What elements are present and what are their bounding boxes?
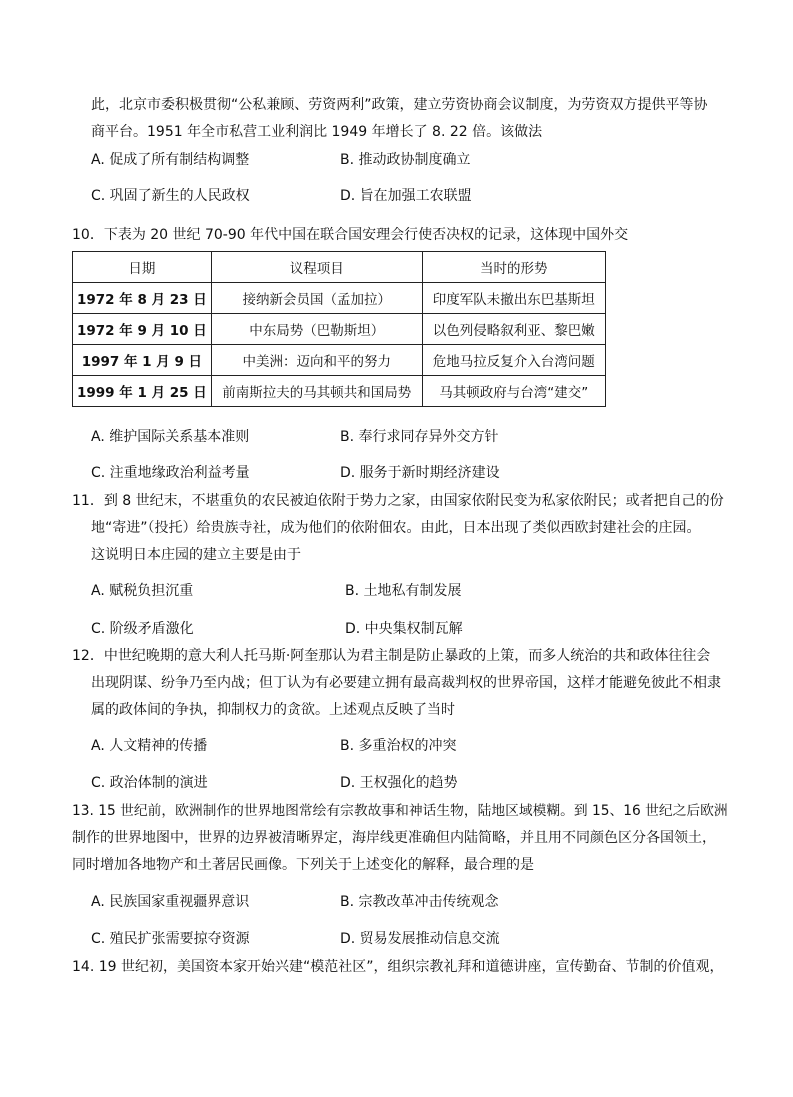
- table-row: [73, 283, 606, 314]
- table-header-date: 日期: [73, 252, 212, 283]
- table-row: [73, 376, 606, 407]
- q11-stem-line-3: 这说明日本庄园的建立主要是由于: [91, 547, 301, 563]
- q10-option-b[interactable]: B. 奉行求同存异外交方针: [340, 429, 499, 445]
- table-cell-situation: 印度军队未撤出东巴基斯坦: [422, 283, 605, 314]
- q11-stem-line-2: 地“寄进”（投托）给贵族寺社，成为他们的依附佃农。由此，日本出现了类似西欧封建社会的庄园。: [91, 520, 701, 536]
- q12-option-d[interactable]: D. 王权强化的趋势: [340, 775, 458, 791]
- table-cell-date: 1972 年 8 月 23 日: [73, 283, 212, 314]
- table-cell-date: 1999 年 1 月 25 日: [73, 376, 212, 407]
- veto-record-table: [72, 251, 606, 407]
- table-header-agenda: 议程项目: [211, 252, 422, 283]
- q12-stem-line-1: 12．中世纪晚期的意大利人托马斯·阿奎那认为君主制是防止暴政的上策，而多人统治的共和政体往往会: [72, 648, 711, 664]
- q12-option-b[interactable]: B. 多重治权的冲突: [340, 738, 457, 754]
- q12-option-a[interactable]: A. 人文精神的传播: [91, 738, 208, 754]
- table-cell-date: 1997 年 1 月 9 日: [73, 345, 212, 376]
- q12-option-c[interactable]: C. 政治体制的演进: [91, 775, 208, 791]
- table-cell-date: 1972 年 9 月 10 日: [73, 314, 212, 345]
- q10-stem: 10．下表为 20 世纪 70-90 年代中国在联合国安理会行使否决权的记录，这体现中国外交: [72, 227, 629, 243]
- q11-option-a[interactable]: A. 赋税负担沉重: [91, 583, 194, 599]
- q13-option-b[interactable]: B. 宗教改革冲击传统观念: [340, 894, 499, 910]
- q9-option-d[interactable]: D. 旨在加强工农联盟: [340, 188, 472, 204]
- q9-option-b[interactable]: B. 推动政协制度确立: [340, 152, 471, 168]
- table-cell-agenda: 接纳新会员国（孟加拉）: [211, 283, 422, 314]
- q11-stem-line-1: 11．到 8 世纪末，不堪重负的农民被迫依附于势力之家，由国家依附民变为私家依附民；或者把自己的份: [72, 493, 724, 509]
- q13-option-a[interactable]: A. 民族国家重视疆界意识: [91, 894, 250, 910]
- q9-stem-line-2: 商平台。1951 年全市私营工业利润比 1949 年增长了 8. 22 倍。该做法: [91, 124, 543, 140]
- q13-stem-line-1: 13. 15 世纪前，欧洲制作的世界地图常绘有宗教故事和神话生物，陆地区域模糊。到 15、16 世纪之后欧洲: [72, 803, 728, 819]
- q9-stem-line-1: 此，北京市委积极贯彻“公私兼顾、劳资两利”政策，建立劳资协商会议制度，为劳资双方提供平等协: [91, 97, 708, 113]
- table-cell-agenda: 前南斯拉夫的马其顿共和国局势: [211, 376, 422, 407]
- q11-option-b[interactable]: B. 土地私有制发展: [345, 583, 462, 599]
- q10-option-d[interactable]: D. 服务于新时期经济建设: [340, 465, 500, 481]
- q9-option-c[interactable]: C. 巩固了新生的人民政权: [91, 188, 250, 204]
- table-cell-situation: 马其顿政府与台湾“建交”: [422, 376, 605, 407]
- table-cell-situation: 以色列侵略叙利亚、黎巴嫩: [422, 314, 605, 345]
- q13-stem-line-3: 同时增加各地物产和土著居民画像。下列关于上述变化的解释，最合理的是: [72, 857, 534, 873]
- q13-option-c[interactable]: C. 殖民扩张需要掠夺资源: [91, 931, 250, 947]
- q10-option-a[interactable]: A. 维护国际关系基本准则: [91, 429, 250, 445]
- table-header-row: [73, 252, 606, 283]
- q12-stem-line-2: 出现阴谋、纷争乃至内战；但丁认为有必要建立拥有最高裁判权的世界帝国，这样才能避免彼此不相隶: [91, 675, 721, 691]
- table-row: [73, 314, 606, 345]
- q10-option-c[interactable]: C. 注重地缘政治利益考量: [91, 465, 250, 481]
- q9-option-a[interactable]: A. 促成了所有制结构调整: [91, 152, 250, 168]
- table-cell-agenda: 中东局势（巴勒斯坦）: [211, 314, 422, 345]
- q14-stem-line-1: 14. 19 世纪初，美国资本家开始兴建“模范社区”，组织宗教礼拜和道德讲座，宣传勤奋、节制的价值观，: [72, 959, 724, 975]
- q12-stem-line-3: 属的政体间的争执，抑制权力的贪欲。上述观点反映了当时: [91, 702, 455, 718]
- table-header-situation: 当时的形势: [422, 252, 605, 283]
- q11-option-c[interactable]: C. 阶级矛盾激化: [91, 621, 194, 637]
- table-row: [73, 345, 606, 376]
- q11-option-d[interactable]: D. 中央集权制瓦解: [345, 621, 463, 637]
- table-cell-situation: 危地马拉反复介入台湾问题: [422, 345, 605, 376]
- q13-option-d[interactable]: D. 贸易发展推动信息交流: [340, 931, 500, 947]
- table-cell-agenda: 中美洲：迈向和平的努力: [211, 345, 422, 376]
- q13-stem-line-2: 制作的世界地图中，世界的边界被清晰界定，海岸线更准确但内陆简略，并且用不同颜色区分各国领土，: [72, 830, 716, 846]
